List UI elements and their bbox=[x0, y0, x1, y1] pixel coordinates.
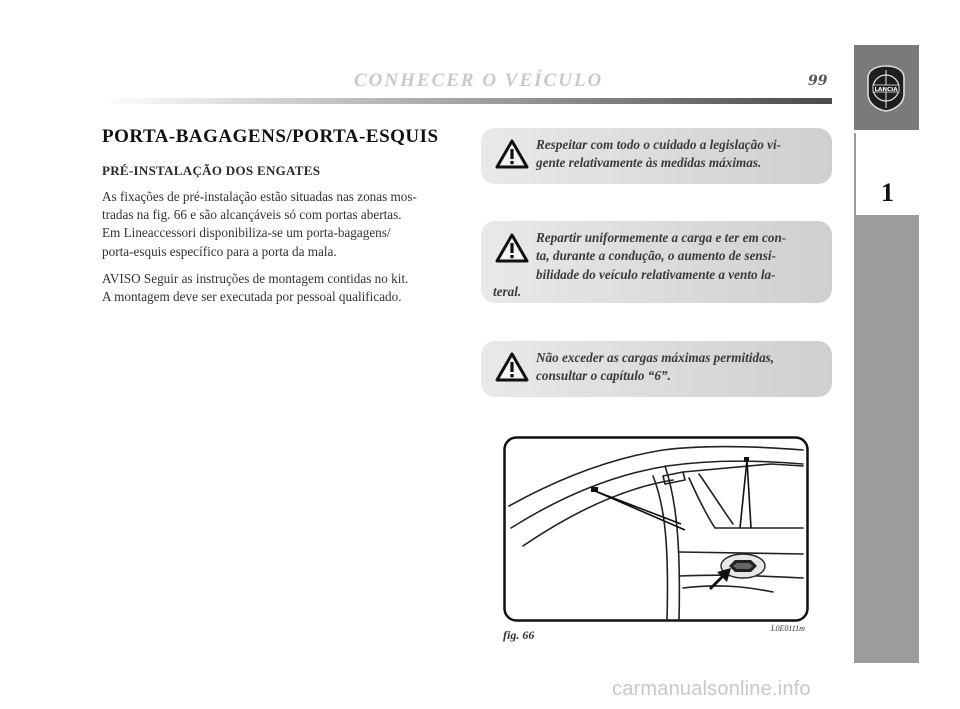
logo-block bbox=[854, 45, 919, 130]
lancia-shield-icon bbox=[866, 64, 906, 112]
paragraph-line: tradas na fig. 66 e são alcançáveis só com portas abertas. bbox=[102, 207, 402, 223]
warning-box-max-loads bbox=[481, 341, 832, 397]
warning-line: Respeitar com todo o cuidado a legislação vi- bbox=[536, 137, 782, 152]
chapter-number: 1 bbox=[881, 178, 894, 207]
page-number: 99 bbox=[808, 73, 828, 89]
warning-line: bilidade do veículo relativamente a vento la- bbox=[536, 266, 776, 282]
warning-box-legislation bbox=[481, 128, 832, 184]
warning-line: consultar o capítulo “6”. bbox=[536, 368, 671, 384]
warning-line: Repartir uniformemente a carga e ter em con- bbox=[536, 230, 787, 245]
warning-triangle-icon bbox=[495, 139, 529, 169]
paragraph-line: AVISO Seguir as instruções de montagem contidas no kit. bbox=[102, 271, 409, 286]
paragraph-fixings bbox=[102, 188, 462, 261]
chapter-number-box bbox=[854, 133, 919, 215]
section-title: PORTA-BAGAGENS/PORTA-ESQUIS bbox=[102, 126, 439, 147]
warning-line-tail: teral. bbox=[493, 284, 522, 299]
warning-triangle-icon bbox=[495, 233, 529, 263]
running-title: CONHECER O VEÍCULO bbox=[354, 70, 604, 91]
warning-triangle-icon bbox=[495, 352, 529, 382]
warning-line: Não exceder as cargas máximas permitidas, bbox=[536, 350, 775, 365]
figure-caption: fig. 66 bbox=[503, 628, 535, 642]
warning-line: gente relativamente às medidas máximas. bbox=[536, 155, 762, 171]
warning-line: ta, durante a condução, o aumento de sensi- bbox=[536, 248, 776, 264]
paragraph-line: porta-esquis específico para a porta da mala. bbox=[102, 243, 337, 259]
header-rule bbox=[102, 98, 832, 104]
figure-roof-rack-fixings bbox=[503, 436, 809, 622]
paragraph-line: Em Lineaccessori disponibiliza-se um porta-bagagens/ bbox=[102, 225, 391, 241]
paragraph-line: As fixações de pré-instalação estão situadas nas zonas mos- bbox=[102, 189, 417, 204]
warning-box-load-distribution bbox=[481, 221, 832, 303]
logo-text: LANCIA bbox=[874, 87, 898, 93]
chapter-side-tab bbox=[854, 45, 919, 663]
watermark: carmanualsonline.info bbox=[612, 678, 811, 700]
section-subtitle: PRÉ-INSTALAÇÃO DOS ENGATES bbox=[102, 163, 321, 178]
paragraph-notice bbox=[102, 270, 462, 306]
paragraph-line: A montagem deve ser executada por pessoal qualificado. bbox=[102, 289, 402, 305]
figure-code: L0E0111m bbox=[771, 624, 805, 633]
